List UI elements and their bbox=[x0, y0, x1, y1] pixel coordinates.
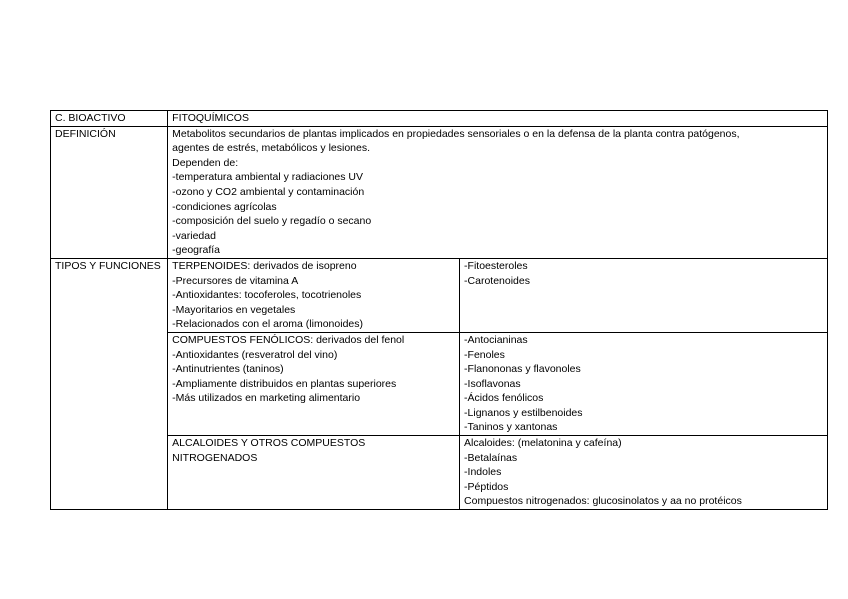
phenolics-line: -Más utilizados en marketing alimentario bbox=[172, 392, 361, 405]
alkaloids-line: NITROGENADOS bbox=[172, 451, 258, 464]
phenolics-example: -Taninos y xantonas bbox=[464, 421, 558, 434]
definition-line: -condiciones agrícolas bbox=[172, 200, 277, 213]
definition-content-cell bbox=[168, 126, 828, 258]
phenolics-line: -Ampliamente distribuidos en plantas superiores bbox=[172, 377, 397, 390]
terpenoids-line: TERPENOIDES: derivados de isopreno bbox=[172, 259, 357, 272]
phenolics-example: -Lignanos y estilbenoides bbox=[464, 406, 583, 419]
phenolics-description-cell bbox=[168, 332, 460, 435]
phenolics-line: -Antinutrientes (taninos) bbox=[172, 363, 284, 376]
definition-line: Dependen de: bbox=[172, 156, 239, 169]
header-value-cell: FITOQUÍMICOS bbox=[168, 111, 828, 127]
table-row-header bbox=[51, 111, 828, 127]
alkaloids-example: Alcaloides: (melatonina y cafeína) bbox=[464, 437, 622, 450]
header-label-cell: C. BIOACTIVO bbox=[51, 111, 168, 127]
phenolics-line: COMPUESTOS FENÓLICOS: derivados del fenol bbox=[172, 333, 405, 346]
alkaloids-example: -Péptidos bbox=[464, 480, 509, 493]
definition-line: -composición del suelo y regadío o secano bbox=[172, 215, 372, 228]
phenolics-line: -Antioxidantes (resveratrol del vino) bbox=[172, 348, 338, 361]
alkaloids-description-cell bbox=[168, 436, 460, 510]
alkaloids-example: -Betalaínas bbox=[464, 451, 518, 464]
phenolics-examples-cell bbox=[460, 332, 828, 435]
phenolics-example: -Flanononas y flavonoles bbox=[464, 363, 581, 376]
alkaloids-example: -Indoles bbox=[464, 466, 502, 479]
bioactive-compounds-table bbox=[50, 110, 828, 510]
table-row-alkaloids bbox=[51, 436, 828, 510]
phenolics-example: -Isoflavonas bbox=[464, 377, 521, 390]
table-row-phenolics bbox=[51, 332, 828, 435]
definition-line: -ozono y CO2 ambiental y contaminación bbox=[172, 185, 365, 198]
definition-line: agentes de estrés, metabólicos y lesiones. bbox=[172, 142, 371, 155]
definition-line: Metabolitos secundarios de plantas implicados en propiedades sensoriales o en la defensa de la planta contra patógenos, bbox=[172, 127, 740, 140]
table-row-definition bbox=[51, 126, 828, 258]
alkaloids-example: Compuestos nitrogenados: glucosinolatos y aa no protéicos bbox=[464, 495, 742, 508]
terpenoids-line: -Precursores de vitamina A bbox=[172, 274, 299, 287]
terpenoids-example: -Fitoesteroles bbox=[464, 259, 528, 272]
definition-line: -geografía bbox=[172, 244, 221, 257]
alkaloids-line: ALCALOIDES Y OTROS COMPUESTOS bbox=[172, 437, 366, 450]
terpenoids-line: -Mayoritarios en vegetales bbox=[172, 303, 296, 316]
terpenoids-examples-cell bbox=[460, 258, 828, 332]
terpenoids-example: -Carotenoides bbox=[464, 274, 530, 287]
definition-label-cell: DEFINICIÓN bbox=[51, 126, 168, 258]
definition-line: -variedad bbox=[172, 229, 216, 242]
table-row-terpenoids bbox=[51, 258, 828, 332]
terpenoids-description-cell bbox=[168, 258, 460, 332]
types-label-cell: TIPOS Y FUNCIONES bbox=[51, 258, 168, 509]
definition-line: -temperatura ambiental y radiaciones UV bbox=[172, 171, 363, 184]
phenolics-example: -Ácidos fenólicos bbox=[464, 392, 544, 405]
terpenoids-line: -Relacionados con el aroma (limonoides) bbox=[172, 318, 363, 331]
phenolics-example: -Fenoles bbox=[464, 348, 505, 361]
alkaloids-examples-cell bbox=[460, 436, 828, 510]
phenolics-example: -Antocianinas bbox=[464, 333, 528, 346]
terpenoids-line: -Antioxidantes: tocoferoles, tocotrienoles bbox=[172, 289, 362, 302]
